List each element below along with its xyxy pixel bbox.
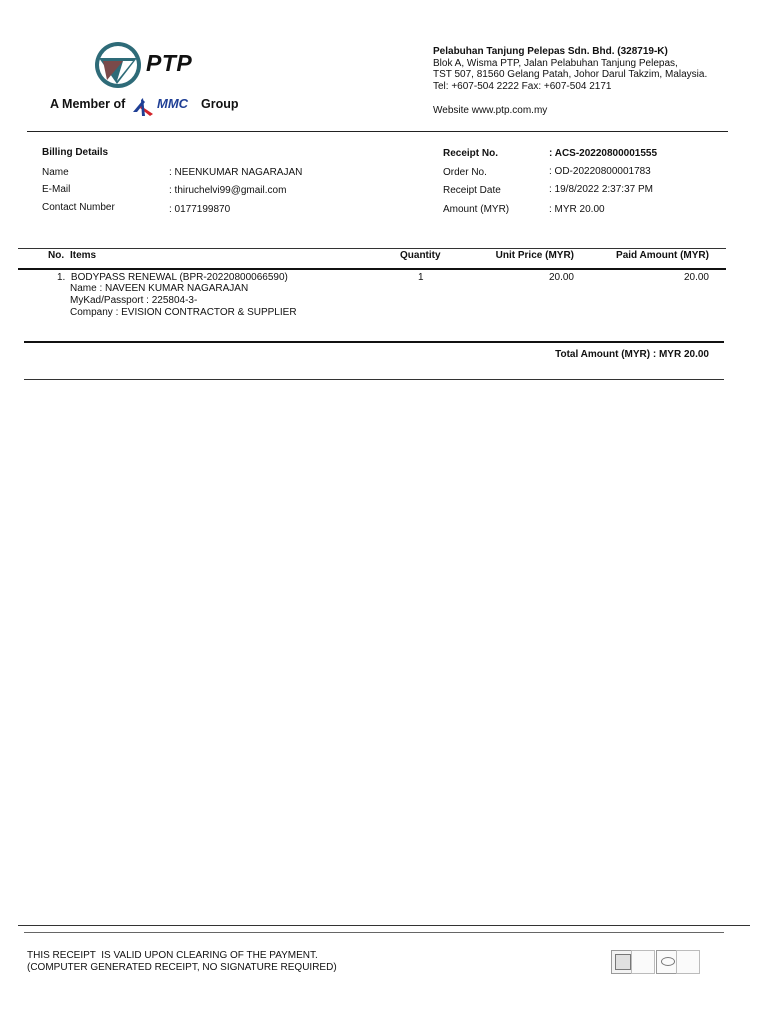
- billing-name-label: Name: [42, 167, 69, 178]
- group-label: Group: [201, 97, 239, 111]
- col-header-unit-price: Unit Price (MYR): [495, 250, 574, 261]
- item-holder-name: Name : NAVEEN KUMAR NAGARAJAN: [70, 283, 249, 294]
- company-name: Pelabuhan Tanjung Pelepas Sdn. Bhd. (328719-K): [433, 46, 668, 57]
- amount-value: : MYR 20.00: [549, 204, 605, 215]
- total-top-rule: [24, 341, 724, 343]
- table-top-rule: [18, 248, 726, 249]
- header-divider: [27, 131, 728, 132]
- amount-label: Amount (MYR): [443, 204, 510, 215]
- item-passport: MyKad/Passport : 225804-3-: [70, 295, 198, 306]
- footer-second-rule: [24, 932, 724, 933]
- billing-contact-label: Contact Number: [42, 202, 115, 213]
- certification-marks: [611, 948, 701, 980]
- footer-computer-generated-note: (COMPUTER GENERATED RECEIPT, NO SIGNATURE REQUIRED): [27, 962, 337, 973]
- ptp-logo-text: PTP: [146, 50, 193, 76]
- sirim-cert-icon: [631, 950, 655, 974]
- ptp-logo-mark: [93, 40, 143, 90]
- footer-validity-note: THIS RECEIPT IS VALID UPON CLEARING OF THE PAYMENT.: [27, 950, 318, 961]
- company-address-block: [433, 46, 707, 117]
- table-row: [0, 272, 768, 322]
- member-of-label: A Member of: [50, 97, 126, 111]
- mark-cert-icon: [676, 950, 700, 974]
- billing-contact-value: : 0177199870: [169, 204, 231, 215]
- receipt-no-label: Receipt No.: [443, 148, 499, 159]
- table-header-rule: [18, 268, 726, 270]
- receipt-no-value: : ACS-20220800001555: [549, 148, 658, 159]
- item-unit-price: 20.00: [548, 272, 574, 283]
- item-description: 1. BODYPASS RENEWAL (BPR-20220800066590): [57, 272, 288, 283]
- receipt-date-label: Receipt Date: [443, 185, 501, 196]
- billing-email-label: E-Mail: [42, 184, 71, 195]
- total-bottom-rule: [24, 379, 724, 380]
- col-header-quantity: Quantity: [400, 250, 441, 261]
- col-header-items: Items: [70, 250, 97, 261]
- footer-top-rule: [18, 925, 750, 926]
- receipt-date-value: : 19/8/2022 2:37:37 PM: [549, 184, 653, 195]
- total-amount: Total Amount (MYR) : MYR 20.00: [555, 349, 709, 360]
- item-paid-amount: 20.00: [683, 272, 709, 283]
- footer-note: [27, 950, 337, 974]
- billing-heading: Billing Details: [42, 147, 109, 158]
- company-website: Website www.ptp.com.my: [433, 105, 548, 116]
- order-no-label: Order No.: [443, 167, 487, 178]
- company-address-line1: Blok A, Wisma PTP, Jalan Pelabuhan Tanjung Pelepas,: [433, 57, 678, 69]
- mmc-logo-text: MMC: [157, 96, 189, 111]
- col-header-no: No.: [48, 250, 65, 261]
- mmc-logo-icon: [131, 94, 155, 118]
- company-address-line2: TST 507, 81560 Gelang Patah, Johor Darul Takzim, Malaysia.: [433, 69, 708, 80]
- item-quantity: 1: [418, 272, 424, 283]
- order-no-value: : OD-20220800001783: [549, 166, 651, 177]
- col-header-paid-amount: Paid Amount (MYR): [616, 250, 709, 261]
- billing-name-value: : NEENKUMAR NAGARAJAN: [169, 167, 303, 178]
- item-company: Company : EVISION CONTRACTOR & SUPPLIER: [70, 307, 297, 318]
- billing-email-value: : thiruchelvi99@gmail.com: [169, 185, 287, 196]
- company-phone: Tel: +607-504 2222 Fax: +607-504 2171: [433, 80, 612, 92]
